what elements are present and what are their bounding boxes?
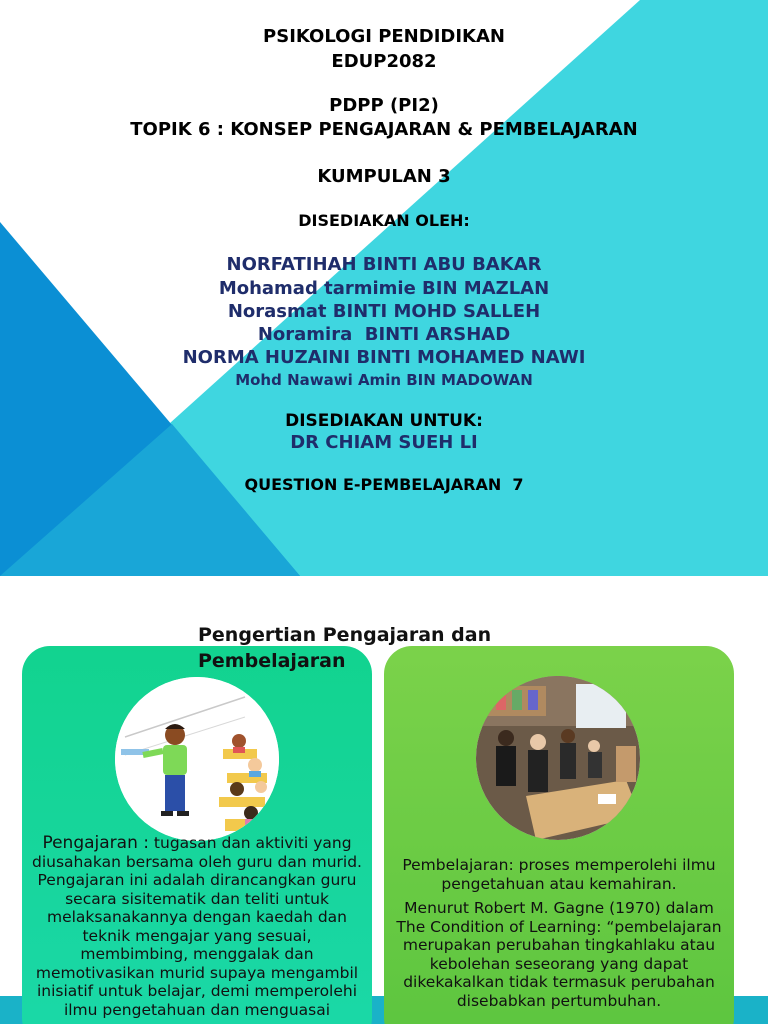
course-title: PSIKOLOGI PENDIDIKAN <box>263 26 505 47</box>
teacher-classroom-image <box>115 677 279 841</box>
question-label: QUESTION E-PEMBELAJARAN 7 <box>244 475 524 494</box>
member-name: Norasmat BINTI MOHD SALLEH <box>227 301 541 322</box>
prepared-by-label: DISEDIAKAN OLEH: <box>298 211 470 230</box>
member-name: NORFATIHAH BINTI ABU BAKAR <box>226 254 542 275</box>
teaching-text: tugasan dan aktiviti yang diusahakan bersama oleh guru dan murid. Pengajaran ini adalah dirancangkan guru secara sisitematik dan teliti untuk melaksanakannya dengan kaedah dan teknik mengajar yang sesuai, membimbing, menggalak dan memotivasikan murid supaya mengambil inisiatif untuk belajar, demi memperolehi ilmu pengetahuan dan menguasai <box>32 834 362 1019</box>
teaching-definition <box>32 834 362 1019</box>
learning-definition <box>392 856 726 1016</box>
member-name: Mohamad tarmimie BIN MAZLAN <box>218 278 550 299</box>
gagne-quote: Menurut Robert M. Gagne (1970) dalam The Condition of Learning: “pembelajaran merupakan perubahan tingkahlaku atau kebolehan seseorang yang dapat dikekakalkan tidak termasuk perubahan disebabkan pertumbuhan. <box>396 899 722 1010</box>
group-label: KUMPULAN 3 <box>317 166 451 187</box>
prepared-for-label: DISEDIAKAN UNTUK: <box>285 411 483 431</box>
definition-slide <box>0 600 768 1024</box>
teacher-classroom-illustration-icon <box>115 677 279 841</box>
member-name: NORMA HUZAINI BINTI MOHAMED NAWI <box>182 347 586 368</box>
lecturer-name: DR CHIAM SUEH LI <box>290 432 478 453</box>
member-name: Noramira BINTI ARSHAD <box>257 324 511 345</box>
learning-definition-text: Pembelajaran: proses memperolehi ilmu pengetahuan atau kemahiran. <box>402 856 716 893</box>
course-code: EDUP2082 <box>331 51 437 72</box>
classroom-students-photo-icon <box>476 676 640 840</box>
classroom-photo <box>476 676 640 840</box>
teaching-term: Pengajaran : <box>42 833 149 853</box>
topic-title: TOPIK 6 : KONSEP PENGAJARAN & PEMBELAJARAN <box>130 119 638 140</box>
slide-title: Pengertian Pengajaran dan Pembelajaran <box>198 624 492 672</box>
member-name: Mohd Nawawi Amin BIN MADOWAN <box>235 371 533 389</box>
learning-card <box>384 646 734 1024</box>
teaching-card <box>22 646 372 1024</box>
program-code: PDPP (PI2) <box>329 95 439 116</box>
